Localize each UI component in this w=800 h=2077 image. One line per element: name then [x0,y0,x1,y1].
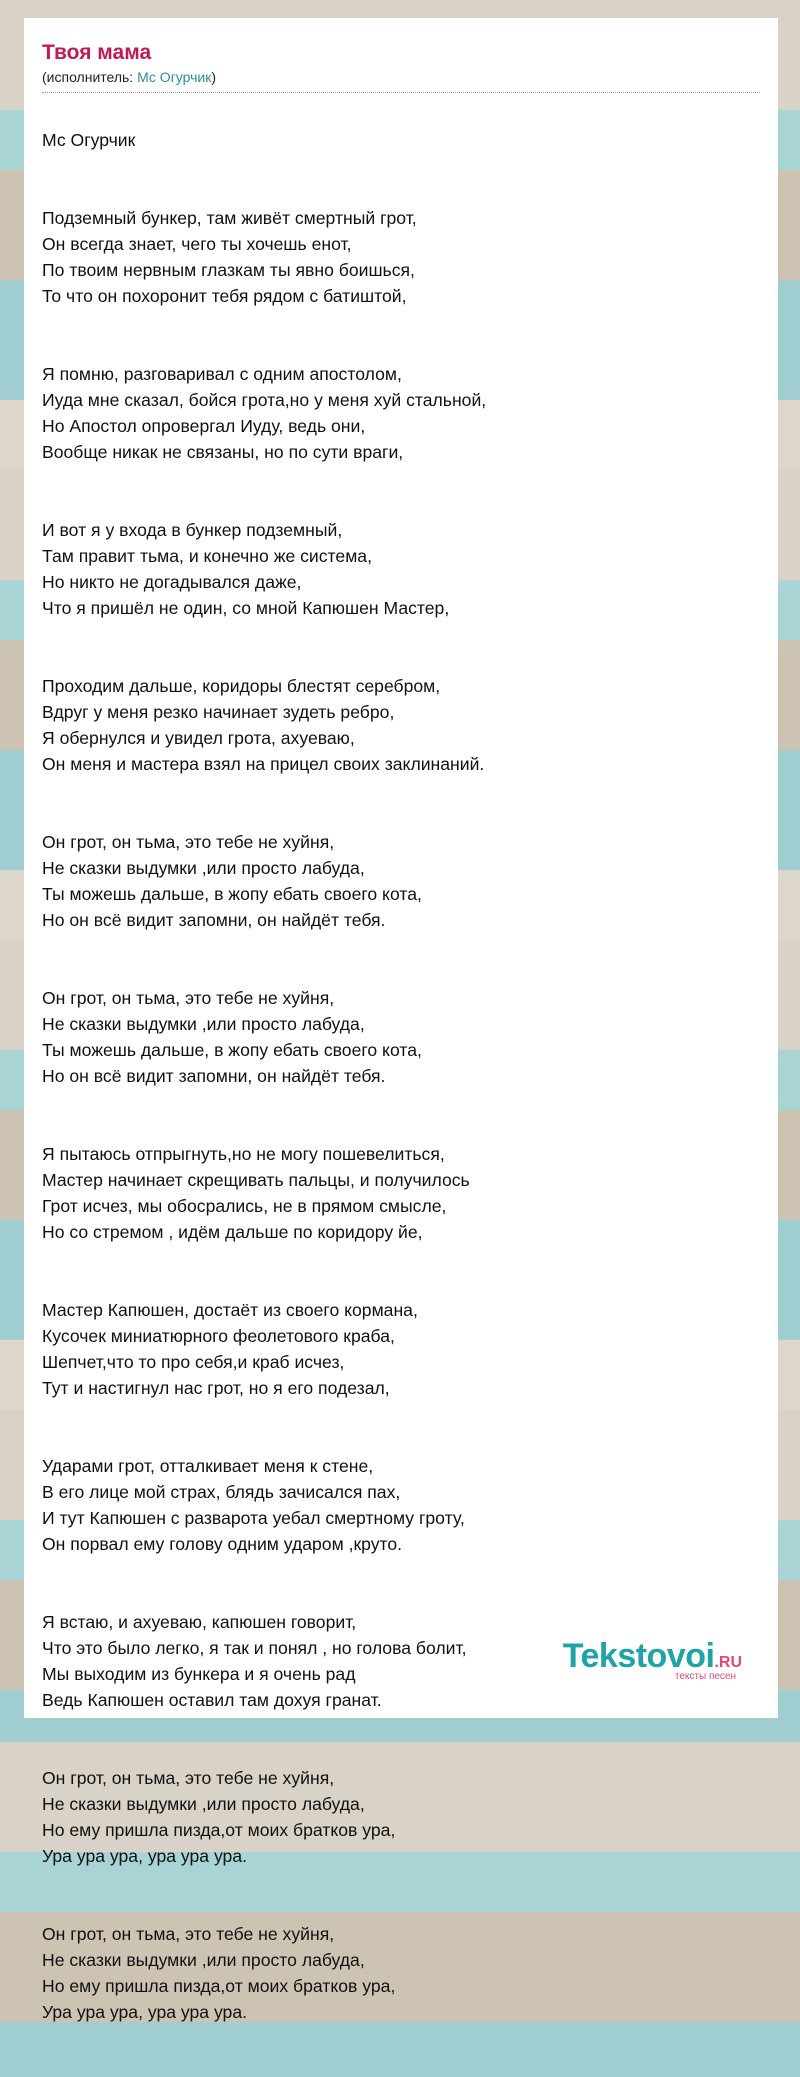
artist-prefix: (исполнитель: [42,69,138,85]
lyrics-stanza: Он грот, он тьма, это тебе не хуйня, Не сказки выдумки ,или просто лабуда, Ты можешь дальше, в жопу ебать своего кота, Но он всё видит запомни, он найдёт тебя. [42,988,422,1086]
lyrics-stanza: Мастер Капюшен, достаёт из своего кормана, Кусочек миниатюрного феолетового краба, Шепчет,что то про себя,и краб исчез, Тут и настигнул нас грот, но я его подезал, [42,1300,418,1398]
lyrics-stanza: Он грот, он тьма, это тебе не хуйня, Не сказки выдумки ,или просто лабуда, Но ему пришла пизда,от моих братков ура, Ура ура ура, ура ура ура. [42,1768,396,1866]
lyrics-stanza: Подземный бункер, там живёт смертный грот, Он всегда знает, чего ты хочешь енот, По твоим нервным глазкам ты явно боишься, То что он похоронит тебя рядом с батиштой, [42,208,417,306]
lyrics-stanza: Проходим дальше, коридоры блестят серебром, Вдруг у меня резко начинает зудеть ребро, Я обернулся и увидел грота, ахуеваю, Он меня и мастера взял на прицел своих заклинаний. [42,676,485,774]
artist-suffix: ) [211,69,217,85]
logo-tld: .RU [714,1654,742,1671]
lyrics-stanza: Он грот, он тьма, это тебе не хуйня, Не сказки выдумки ,или просто лабуда, Ты можешь дальше, в жопу ебать своего кота, Но он всё видит запомни, он найдёт тебя. [42,832,422,930]
logo-subtitle: тексты песен [674,1671,736,1682]
header-divider [42,92,760,93]
lyrics-stanza: Я пытаюсь отпрыгнуть,но не могу пошевелиться, Мастер начинает скрещивать пальцы, и получилось Грот исчез, мы обосрались, не в прямом смысле, Но со стремом , идём дальше по коридору йе, [42,1144,470,1242]
lyrics-card [24,18,778,2022]
artist-link[interactable]: Мс Огурчик [137,69,212,85]
lyrics-body [42,101,760,2077]
lyrics-stanza: И вот я у входа в бункер подземный, Там правит тьма, и конечно же система, Но никто не догадывался даже, Что я пришёл не один, со мной Капюшен Мастер, [42,520,450,618]
site-logo[interactable] [563,1639,742,1682]
song-title: Твоя мама [42,41,152,64]
logo-wordmark: Tekstovoi [562,1637,715,1675]
lyrics-stanza: Я помню, разговаривал с одним апостолом, Иуда мне сказал, бойся грота,но у меня хуй стальной, Но Апостол опровергал Иуду, ведь они, Вообще никак не связаны, но по сути враги, [42,364,487,462]
lyrics-stanza: Ударами грот, отталкивает меня к стене, В его лице мой страх, блядь зачисался пах, И тут Капюшен с разварота уебал смертному гроту, Он порвал ему голову одним ударом ,круто. [42,1456,465,1554]
artist-line [42,68,760,86]
lyrics-intro: Мс Огурчик [42,130,136,150]
lyrics-stanza: Я встаю, и ахуеваю, капюшен говорит, Что это было легко, я так и понял , но голова болит, Мы выходим из бункера и я очень рад Ведь Капюшен оставил там дохуя гранат. [42,1612,467,1710]
lyrics-stanza: Он грот, он тьма, это тебе не хуйня, Не сказки выдумки ,или просто лабуда, Но ему пришла пизда,от моих братков ура, Ура ура ура, ура ура ура. [42,1924,396,2022]
